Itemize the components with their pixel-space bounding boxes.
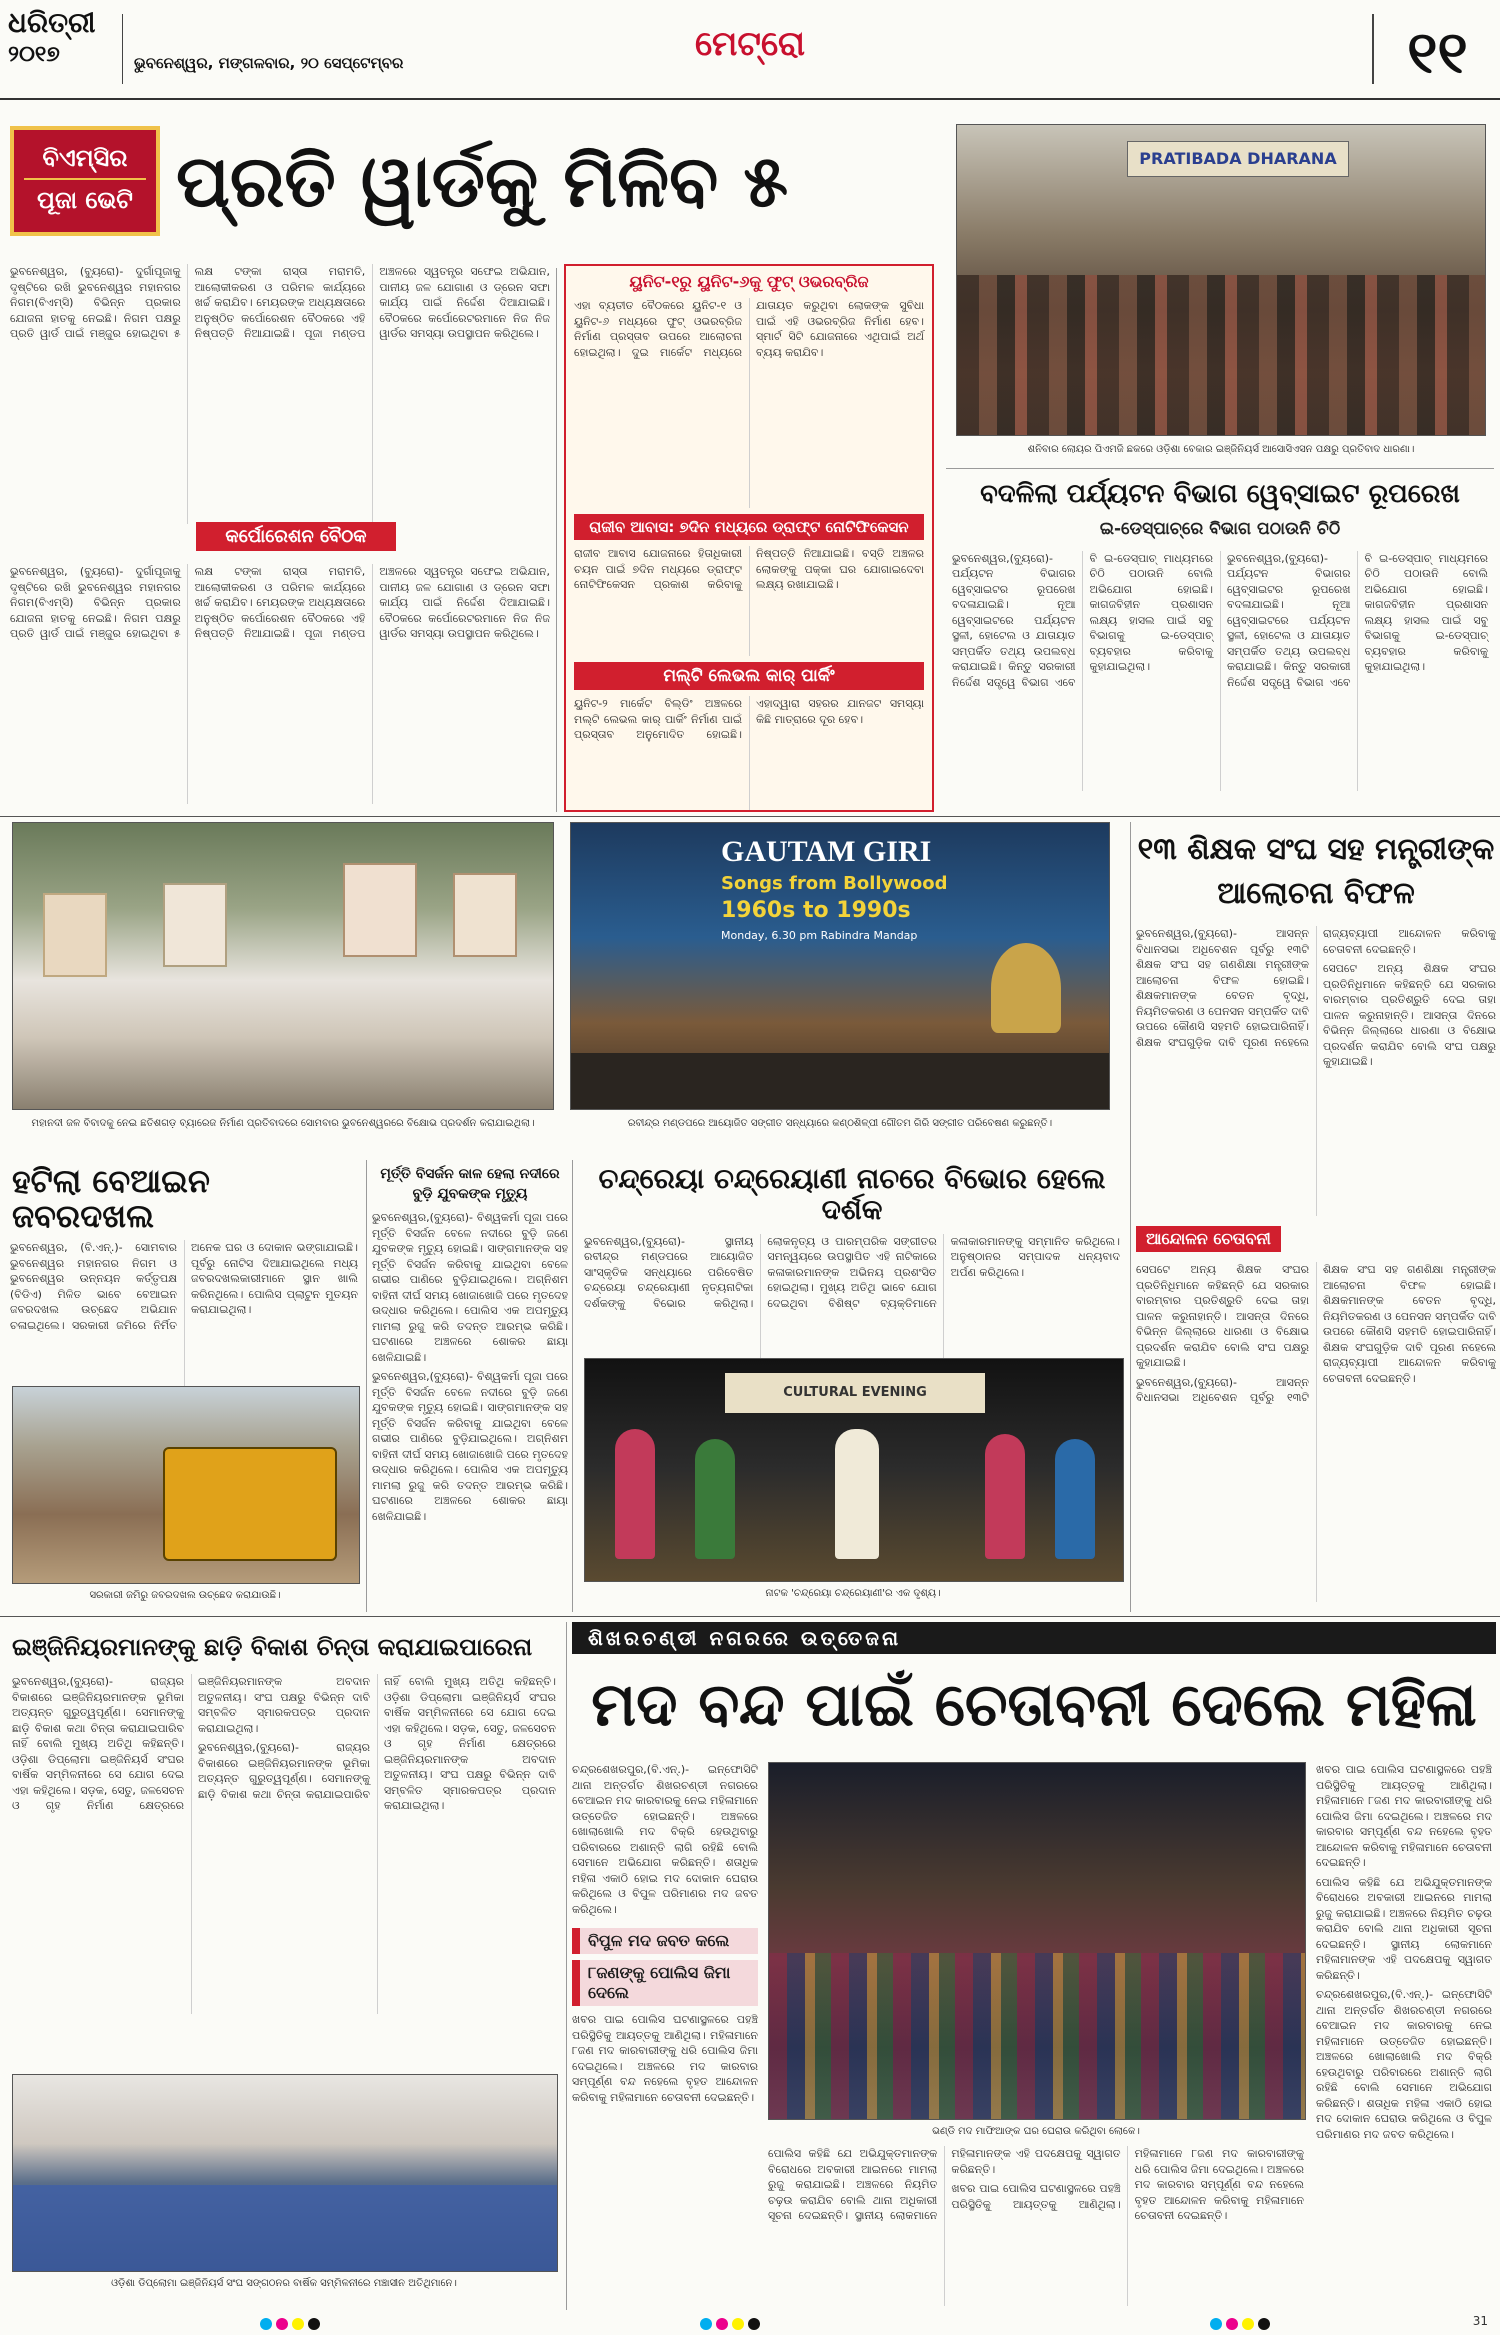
teachers-body-continued-2: ଭୁବନେଶ୍ୱର,(ବ୍ୟୁରୋ)- ଆସନ୍ନ ବିଧାନସଭା ଅଧିବେଶନ ପୂର୍ବରୁ ୧୩ଟି ଶିକ୍ଷକ ସଂଘ ସହ ଗଣଶିକ୍ଷା ମନ୍ତ୍ରୀଙ୍କ ଆଲୋଚନା ବିଫଳ ହୋଇଛି। ଶିକ୍ଷକମାନଙ୍କ ବେତନ ବୃଦ୍ଧି, ନିୟମିତକରଣ ଓ ପେନସନ ସମ୍ପର୍କିତ ଦାବି ଉପରେ କୌଣସି ସହମତି ହୋଇପାରିନାହିଁ। ଶିକ୍ଷକ ସଂଘଗୁଡ଼ିକ ଦାବି ପୂରଣ ନହେଲେ ରାଜ୍ୟବ୍ୟାପୀ ଆନ୍ଦୋଳନ କରିବାକୁ ଚେତାବନୀ ଦେଇଛନ୍ତି। [1136,1263,1496,1404]
registration-mark [292,2318,304,2330]
dance-story [578,1160,1126,1612]
drowning-body: ଭୁବନେଶ୍ୱର,(ବ୍ୟୁରୋ)- ବିଶ୍ୱକର୍ମା ପୂଜା ପରେ ମୂର୍ତ୍ତି ବିସର୍ଜନ ବେଳେ ନଦୀରେ ବୁଡ଼ି ଜଣେ ଯୁବକଙ୍କ ମୃତ୍ୟୁ ହୋଇଛି। ସାଙ୍ଗମାନଙ୍କ ସହ ମୂର୍ତ୍ତି ବିସର୍ଜନ କରିବାକୁ ଯାଇଥିବା ବେଳେ ଗଭୀର ପାଣିରେ ବୁଡ଼ିଯାଇଥିଲେ। ଅଗ୍ନିଶମ ବାହିନୀ ଦୀର୍ଘ ସମୟ ଖୋଜାଖୋଜି ପରେ ମୃତଦେହ ଉଦ୍ଧାର କରିଥିଲେ। ପୋଲିସ ଏକ ଅପମୃତ୍ୟୁ ମାମଲା ରୁଜୁ କରି ତଦନ୍ତ ଆରମ୍ଭ କରିଛି। ଘଟଣାରେ ଅଞ୍ଚଳରେ ଶୋକର ଛାୟା ଖେଳିଯାଇଛି। [372,1211,568,1364]
parking-subhead: ମଲ୍‌ଟି ଲେଭଲ କାର୍ ପାର୍କିଂ [574,662,924,690]
dance-body: ଭୁବନେଶ୍ୱର,(ବ୍ୟୁରୋ)- ସ୍ଥାନୀୟ ରବୀନ୍ଦ୍ର ମଣ୍ଡପରେ ଆୟୋଜିତ ସାଂସ୍କୃତିକ ସନ୍ଧ୍ୟାରେ ପରିବେଷିତ ଚନ୍ଦ୍ରେୟା ଚନ୍ଦ୍ରେୟାଣୀ ନୃତ୍ୟନାଟିକା ଦର୍ଶକଙ୍କୁ ବିଭୋର କରିଥିଲା। ଲୋକନୃତ୍ୟ ଓ ପାରମ୍ପରିକ ସଙ୍ଗୀତର ସମନ୍ୱୟରେ ଉପସ୍ଥାପିତ ଏହି ନାଟିକାରେ କଳାକାରମାନଙ୍କ ଅଭିନୟ ପ୍ରଶଂସିତ ହୋଇଥିଲା। ମୁଖ୍ୟ ଅତିଥି ଭାବେ ଯୋଗ ଦେଇଥିବା ବିଶିଷ୍ଟ ବ୍ୟକ୍ତିମାନେ କଳାକାରମାନଙ୍କୁ ସମ୍ମାନିତ କରିଥିଲେ। ଅନୁଷ୍ଠାନର ସମ୍ପାଦକ ଧନ୍ୟବାଦ ଅର୍ପଣ କରିଥିଲେ। [584,1234,1120,1310]
engineers-body: ଭୁବନେଶ୍ୱର,(ବ୍ୟୁରୋ)- ରାଜ୍ୟର ବିକାଶରେ ଇଞ୍ଜିନିୟରମାନଙ୍କ ଭୂମିକା ଅତ୍ୟନ୍ତ ଗୁରୁତ୍ୱପୂର୍ଣ୍ଣ। ସେମାନଙ୍କୁ ଛାଡ଼ି ବିକାଶ କଥା ଚିନ୍ତା କରାଯାଇପାରିବ ନାହିଁ ବୋଲି ମୁଖ୍ୟ ଅତିଥି କହିଛନ୍ତି। ଓଡ଼ିଶା ଡିପ୍ଲୋମା ଇଞ୍ଜିନିୟର୍ସ ସଂଘର ବାର୍ଷିକ ସମ୍ମିଳନୀରେ ସେ ଯୋଗ ଦେଇ ଏହା କହିଥିଲେ। ସଡ଼କ, ସେତୁ, ଜଳସେଚନ ଓ ଗୃହ ନିର୍ମାଣ କ୍ଷେତ୍ରରେ ଇଞ୍ଜିନିୟରମାନଙ୍କ ଅବଦାନ ଅତୁଳନୀୟ। ସଂଘ ପକ୍ଷରୁ ବିଭିନ୍ନ ଦାବି ସମ୍ବଳିତ ସ୍ମାରକପତ୍ର ପ୍ରଦାନ କରାଯାଇଥିଲା। [12,1675,370,1812]
drowning-story [372,1160,568,1612]
protest-photo [956,124,1486,436]
concert-banner-time: Monday, 6.30 pm Rabindra Mandap [721,929,918,942]
section-name: ମେଟ୍ରୋ [694,24,806,64]
registration-mark [1258,2318,1270,2330]
encroachment-headline: ହଟିଲା ବେଆଇନ ଜବରଦଖଲ [12,1162,210,1236]
concert-banner-songs: Songs from Bollywood [721,873,948,894]
parking-body: ୟୁନିଟ-୨ ମାର୍କେଟ ବିଲ୍ଡିଂ ଅଞ୍ଚଳରେ ମଲ୍‌ଟି ଲେଭଲ କାର୍ ପାର୍କିଂ ନିର୍ମାଣ ପାଇଁ ପ୍ରସ୍ତାବ ଅନୁମୋଦିତ ହୋଇଛି। ଏହାଦ୍ୱାରା ସହରର ଯାନଜଟ ସମସ୍ୟା କିଛି ମାତ୍ରାରେ ଦୂର ହେବ। [574,697,924,741]
registration-mark [716,2318,728,2330]
protest-portraits-block [6,822,562,1152]
year-label: ୨୦୧୭ [8,42,60,67]
teachers-headline: ୧୩ ଶିକ୍ଷକ ସଂଘ ସହ ମନ୍ତ୍ରୀଙ୍କ ଆଲୋଚନା ବିଫଳ [1137,832,1495,911]
liquor-kicker: ଶିଖରଚଣ୍ଡୀ ନଗରରେ ଉତ୍ତେଜନା [588,1626,902,1650]
liquor-bullet-1: ବିପୁଳ ମଦ ଜବତ କଲେ [572,1928,758,1954]
market-box [564,264,934,812]
engineers-story [6,1622,562,2310]
protest-banner-text: PRATIBADA DHARANA [1139,149,1337,168]
protest-banner [1127,141,1349,177]
tourism-subhead: ଇ-ଡେସ୍ପାଚ୍‌ରେ ବିଭାଗ ପଠାଉନି ଚିଠି [1099,518,1341,539]
liquor-crowd-photo [768,1762,1306,2120]
tourism-story [946,474,1494,812]
kicker-line-2: ପୂଜା ଭେଟି [37,186,133,214]
liquor-story [572,1622,1496,2310]
concert-block [566,822,1114,1152]
teachers-tag: ଆନ୍ଦୋଳନ ଚେତାବନୀ [1136,1226,1281,1252]
encroachment-story [6,1160,362,1612]
market-box-body: ଏହା ବ୍ୟତୀତ ବୈଠକରେ ୟୁନିଟ-୧ ଓ ୟୁନିଟ-୬ ମଧ୍ୟରେ ଫୁଟ୍ ଓଭରବ୍ରିଜ ନିର୍ମାଣ ପ୍ରସ୍ତାବ ଉପରେ ଆଲୋଚନା ହୋଇଥିଲା। ଦୁଇ ମାର୍କେଟ ମଧ୍ୟରେ ଯାତାୟତ କରୁଥିବା ଲୋକଙ୍କ ସୁବିଧା ପାଇଁ ଏହି ଓଭରବ୍ରିଜ ନିର୍ମାଣ ହେବ। ସ୍ମାର୍ଟ ସିଟି ଯୋଜନାରେ ଏଥିପାଇଁ ଅର୍ଥ ବ୍ୟୟ କରାଯିବ। [574,299,924,359]
liquor-body-right-2: ପୋଲିସ କହିଛି ଯେ ଅଭିଯୁକ୍ତମାନଙ୍କ ବିରୋଧରେ ଅବକାରୀ ଆଇନରେ ମାମଲା ରୁଜୁ କରାଯାଇଛି। ଅଞ୍ଚଳରେ ନିୟମିତ ଚଢ଼ଉ କରାଯିବ ବୋଲି ଥାନା ଅଧିକାରୀ ସୂଚନା ଦେଇଛନ୍ତି। ସ୍ଥାନୀୟ ଲୋକମାନେ ମହିଳାମାନଙ୍କ ଏହି ପଦକ୍ଷେପକୁ ସ୍ୱାଗତ କରିଛନ୍ତି। [1316,1875,1492,1982]
encroachment-caption: ସରକାରୀ ଜମିରୁ ଜବରଦଖଲ ଉଚ୍ଛେଦ କରାଯାଉଛି। [89,1590,281,1601]
demolition-photo [12,1386,360,1584]
liquor-body-bottom-2: ଖବର ପାଇ ପୋଲିସ ଘଟଣାସ୍ଥଳରେ ପହଞ୍ଚି ପରିସ୍ଥିତିକୁ ଆୟତ୍ତକୁ ଆଣିଥିଲା। ମହିଳାମାନେ ୮ଜଣ ମଦ କାରବାରୀଙ୍କୁ ଧରି ପୋଲିସ ଜିମା ଦେଇଥିଲେ। ଅଞ୍ଚଳରେ ମଦ କାରବାର ସମ୍ପୂର୍ଣ୍ଣ ବନ୍ଦ ନହେଲେ ବୃହତ ଆନ୍ଦୋଳନ କରିବାକୁ ମହିଳାମାନେ ଚେତାବନୀ ଦେଇଛନ୍ତି। [951,2147,1304,2222]
lead-body [10,264,550,524]
lead-body-text: ଭୁବନେଶ୍ୱର, (ବ୍ୟୁରୋ)- ଦୁର୍ଗାପୂଜାକୁ ଦୃଷ୍ଟିରେ ରଖି ଭୁବନେଶ୍ୱର ମହାନଗର ନିଗମ(ବିଏମ୍‌ସି) ବିଭିନ୍ନ ପ୍ରକାର ଯୋଜନା ହାତକୁ ନେଇଛି। ନିଗମ ପକ୍ଷରୁ ପ୍ରତି ୱାର୍ଡ ପାଇଁ ମଞ୍ଜୁର ହୋଇଥିବା ୫ ଲକ୍ଷ ଟଙ୍କା ରାସ୍ତା ମରାମତି, ଆଲୋକୀକରଣ ଓ ପରିମଳ କାର୍ଯ୍ୟରେ ଖର୍ଚ୍ଚ କରାଯିବ। ମେୟରଙ୍କ ଅଧ୍ୟକ୍ଷତାରେ ଅନୁଷ୍ଠିତ କର୍ପୋରେଶନ ବୈଠକରେ ଏହି ନିଷ୍ପତ୍ତି ନିଆଯାଇଛି। ପୂଜା ମଣ୍ଡପ ଅଞ୍ଚଳରେ ସ୍ୱତନ୍ତ୍ର ସଫେଇ ଅଭିଯାନ, ପାନୀୟ ଜଳ ଯୋଗାଣ ଓ ଡ୍ରେନ ସଫା କାର୍ଯ୍ୟ ପାଇଁ ନିର୍ଦ୍ଦେଶ ଦିଆଯାଇଛି। ବୈଠକରେ କର୍ପୋରେଟରମାନେ ନିଜ ନିଜ ୱାର୍ଡର ସମସ୍ୟା ଉପସ୍ଥାପନ କରିଥିଲେ। [10,265,550,340]
registration-mark [1242,2318,1254,2330]
portraits-photo [12,822,554,1110]
registration-mark [276,2318,288,2330]
liquor-body: ଚନ୍ଦ୍ରଶେଖରପୁର,(ବି.ଏନ୍‌.)- ଇନ୍‌ଫୋସିଟି ଥାନା ଅନ୍ତର୍ଗତ ଶିଖରଚଣ୍ଡୀ ନଗରରେ ବେଆଇନ ମଦ କାରବାରକୁ ନେଇ ମହିଳାମାନେ ଉତ୍ତେଜିତ ହୋଇଛନ୍ତି। ଅଞ୍ଚଳରେ ଖୋଲାଖୋଲି ମଦ ବିକ୍ରି ହେଉଥିବାରୁ ପରିବାରରେ ଅଶାନ୍ତି ଲାଗି ରହିଛି ବୋଲି ସେମାନେ ଅଭିଯୋଗ କରିଛନ୍ତି। ଶତାଧିକ ମହିଳା ଏକାଠି ହୋଇ ମଦ ଦୋକାନ ଘେରାଉ କରିଥିଲେ ଓ ବିପୁଳ ପରିମାଣର ମଦ ଜବତ କରିଥିଲେ। [572,1763,758,1916]
portraits-caption: ମହାନଦୀ ଜଳ ବିବାଦକୁ ନେଇ ଛତିଶଗଡ଼ ବ୍ୟାରେଜ ନିର୍ମାଣ ପ୍ରତିବାଦରେ ସୋମବାର ଭୁବନେଶ୍ୱରରେ ବିକ୍ଷୋଭ ପ୍ରଦର୍ଶନ କରାଯାଇଥିଲା। [31,1118,535,1129]
dance-stage-banner [725,1373,985,1413]
liquor-headline: ମଦ ବନ୍ଦ ପାଇଁ ଚେତାବନୀ ଦେଲେ ମହିଳା [591,1670,1477,1740]
registration-mark [1226,2318,1238,2330]
tourism-body-2: ଭୁବନେଶ୍ୱର,(ବ୍ୟୁରୋ)- ପର୍ଯ୍ୟଟନ ବିଭାଗର ୱେବ୍‌ସାଇଟର ରୂପରେଖ ବଦଳାଯାଇଛି। ନୂଆ ୱେବ୍‌ସାଇଟରେ ପର୍ଯ୍ୟଟନ ସ୍ଥଳୀ, ହୋଟେଲ ଓ ଯାତାୟାତ ସମ୍ପର୍କିତ ତଥ୍ୟ ଉପଲବ୍ଧ କରାଯାଇଛି। କିନ୍ତୁ ସରକାରୀ ନିର୍ଦ୍ଦେଶ ସତ୍ତ୍ୱେ ବିଭାଗ ଏବେ ବି ଇ-ଡେସ୍ପାଚ୍ ମାଧ୍ୟମରେ ଚିଠି ପଠାଉନି ବୋଲି ଅଭିଯୋଗ ହୋଇଛି। କାଗଜବିହୀନ ପ୍ରଶାସନ ଲକ୍ଷ୍ୟ ହାସଲ ପାଇଁ ସବୁ ବିଭାଗକୁ ଇ-ଡେସ୍ପାଚ୍ ବ୍ୟବହାର କରିବାକୁ କୁହାଯାଇଥିଲା। [1227,551,1488,689]
logo-text: ଧରିତ୍ରୀ [8,6,96,39]
newspaper-logo [8,6,118,86]
liquor-bullet-2: ୮ଜଣଙ୍କୁ ପୋଲିସ ଜିମା ଦେଲେ [572,1960,758,2006]
footer-page-number: 31 [1472,2314,1488,2328]
tourism-headline: ବଦଳିଲା ପର୍ଯ୍ୟଟନ ବିଭାଗ ୱେବ୍‌ସାଇଟ ରୂପରେଖ [980,479,1460,509]
liquor-body-left: ଖବର ପାଇ ପୋଲିସ ଘଟଣାସ୍ଥଳରେ ପହଞ୍ଚି ପରିସ୍ଥିତିକୁ ଆୟତ୍ତକୁ ଆଣିଥିଲା। ମହିଳାମାନେ ୮ଜଣ ମଦ କାରବାରୀଙ୍କୁ ଧରି ପୋଲିସ ଜିମା ଦେଇଥିଲେ। ଅଞ୍ଚଳରେ ମଦ କାରବାର ସମ୍ପୂର୍ଣ୍ଣ ବନ୍ଦ ନହେଲେ ବୃହତ ଆନ୍ଦୋଳନ କରିବାକୁ ମହିଳାମାନେ ଚେତାବନୀ ଦେଇଛନ୍ତି। [572,2013,758,2104]
masthead [0,0,1500,100]
rajiv-awas-subhead: ରାଜୀବ ଆବାସ: ୭ଦିନ ମଧ୍ୟରେ ଡ୍ରାଫ୍ଟ ନୋଟିଫିକେସନ [574,514,924,540]
teachers-story [1136,822,1496,1612]
liquor-caption: ଭଣ୍ଡି ମଦ ମାଫିଆଙ୍କ ଘର ଘେରାଉ କରିଥିବା ଲୋକେ। [932,2126,1140,2137]
engineers-headline: ଇଞ୍ଜିନିୟରମାନଙ୍କୁ ଛାଡ଼ି ବିକାଶ ଚିନ୍ତା କରାଯାଇପାରେନା [12,1633,533,1661]
lead-headline: ପ୍ରତି ୱାର୍ଡକୁ ମିଳିବ ୫ [176,139,789,223]
engineers-caption: ଓଡ଼ିଶା ଡିପ୍ଲୋମା ଇଞ୍ଜିନିୟର୍ସ ସଂଘ ସଙ୍ଗଠନର ବାର୍ଷିକ ସମ୍ମିଳନୀରେ ମଞ୍ଚାସୀନ ଅତିଥିମାନେ। [111,2278,457,2289]
dance-headline: ଚନ୍ଦ୍ରେୟା ଚନ୍ଦ୍ରେୟାଣୀ ନାଚରେ ବିଭୋର ହେଲେ ଦର୍ଶକ [598,1162,1106,1226]
registration-mark [700,2318,712,2330]
registration-mark [748,2318,760,2330]
concert-banner-name: GAUTAM GIRI [721,835,932,868]
teachers-body-more: ସେପଟେ ଅନ୍ୟ ଶିକ୍ଷକ ସଂଘର ପ୍ରତିନିଧିମାନେ କହିଛନ୍ତି ଯେ ସରକାର ବାରମ୍ବାର ପ୍ରତିଶ୍ରୁତି ଦେଇ ତାହା ପାଳନ କରୁନାହାନ୍ତି। ଆସନ୍ତା ଦିନରେ ବିଭିନ୍ନ ଜିଲ୍ଲାରେ ଧାରଣା ଓ ବିକ୍ଷୋଭ ପ୍ରଦର୍ଶନ କରାଯିବ ବୋଲି ସଂଘ ପକ୍ଷରୁ କୁହାଯାଇଛି। [1323,962,1496,1068]
teachers-body-continued: ସେପଟେ ଅନ୍ୟ ଶିକ୍ଷକ ସଂଘର ପ୍ରତିନିଧିମାନେ କହିଛନ୍ତି ଯେ ସରକାର ବାରମ୍ବାର ପ୍ରତିଶ୍ରୁତି ଦେଇ ତାହା ପାଳନ କରୁନାହାନ୍ତି। ଆସନ୍ତା ଦିନରେ ବିଭିନ୍ନ ଜିଲ୍ଲାରେ ଧାରଣା ଓ ବିକ୍ଷୋଭ ପ୍ରଦର୍ଶନ କରାଯିବ ବୋଲି ସଂଘ ପକ୍ଷରୁ କୁହାଯାଇଛି। [1136,1263,1309,1369]
dance-banner-text: CULTURAL EVENING [783,1385,927,1400]
drowning-body-2: ଭୁବନେଶ୍ୱର,(ବ୍ୟୁରୋ)- ବିଶ୍ୱକର୍ମା ପୂଜା ପରେ ମୂର୍ତ୍ତି ବିସର୍ଜନ ବେଳେ ନଦୀରେ ବୁଡ଼ି ଜଣେ ଯୁବକଙ୍କ ମୃତ୍ୟୁ ହୋଇଛି। ସାଙ୍ଗମାନଙ୍କ ସହ ମୂର୍ତ୍ତି ବିସର୍ଜନ କରିବାକୁ ଯାଇଥିବା ବେଳେ ଗଭୀର ପାଣିରେ ବୁଡ଼ିଯାଇଥିଲେ। ଅଗ୍ନିଶମ ବାହିନୀ ଦୀର୍ଘ ସମୟ ଖୋଜାଖୋଜି ପରେ ମୃତଦେହ ଉଦ୍ଧାର କରିଥିଲେ। ପୋଲିସ ଏକ ଅପମୃତ୍ୟୁ ମାମଲା ରୁଜୁ କରି ତଦନ୍ତ ଆରମ୍ଭ କରିଛି। ଘଟଣାରେ ଅଞ୍ଚଳରେ ଶୋକର ଛାୟା ଖେଳିଯାଇଛି। [372,1370,568,1523]
registration-mark [732,2318,744,2330]
concert-caption: ରବୀନ୍ଦ୍ର ମଣ୍ଡପରେ ଆୟୋଜିତ ସଙ୍ଗୀତ ସନ୍ଧ୍ୟାରେ କଣ୍ଠଶିଳ୍ପୀ ଗୌତମ ଗିରି ସଙ୍ଗୀତ ପରିବେଷଣ କରୁଛନ୍ତି। [627,1118,1053,1129]
protest-caption: ଶନିବାର ଲୋୟର ପିଏମଜି ଛକରେ ଓଡ଼ିଶା ବେକାର ଇଞ୍ଜିନିୟର୍ସ ଆସୋସିଏସନ ପକ୍ଷରୁ ପ୍ରତିବାଦ ଧାରଣା। [1027,444,1415,455]
tourism-body: ଭୁବନେଶ୍ୱର,(ବ୍ୟୁରୋ)- ପର୍ଯ୍ୟଟନ ବିଭାଗର ୱେବ୍‌ସାଇଟର ରୂପରେଖ ବଦଳାଯାଇଛି। ନୂଆ ୱେବ୍‌ସାଇଟରେ ପର୍ଯ୍ୟଟନ ସ୍ଥଳୀ, ହୋଟେଲ ଓ ଯାତାୟାତ ସମ୍ପର୍କିତ ତଥ୍ୟ ଉପଲବ୍ଧ କରାଯାଇଛି। କିନ୍ତୁ ସରକାରୀ ନିର୍ଦ୍ଦେଶ ସତ୍ତ୍ୱେ ବିଭାଗ ଏବେ ବି ଇ-ଡେସ୍ପାଚ୍ ମାଧ୍ୟମରେ ଚିଠି ପଠାଉନି ବୋଲି ଅଭିଯୋଗ ହୋଇଛି। କାଗଜବିହୀନ ପ୍ରଶାସନ ଲକ୍ଷ୍ୟ ହାସଲ ପାଇଁ ସବୁ ବିଭାଗକୁ ଇ-ଡେସ୍ପାଚ୍ ବ୍ୟବହାର କରିବାକୁ କୁହାଯାଇଥିଲା। [952,551,1213,689]
kicker-line-1: ବିଏମ୍‌ସିର [42,144,128,172]
lead-body-continued [10,564,550,804]
market-box-title: ୟୁନିଟ-୧ରୁ ୟୁନିଟ-୬କୁ ଫୁଟ୍ ଓଭରବ୍ରିଜ [629,272,869,291]
page-number: ୧୧ [1407,18,1468,86]
lead-subhead-box [196,522,396,554]
lead-kicker-box [10,126,160,236]
teachers-body: ଭୁବନେଶ୍ୱର,(ବ୍ୟୁରୋ)- ଆସନ୍ନ ବିଧାନସଭା ଅଧିବେଶନ ପୂର୍ବରୁ ୧୩ଟି ଶିକ୍ଷକ ସଂଘ ସହ ଗଣଶିକ୍ଷା ମନ୍ତ୍ରୀଙ୍କ ଆଲୋଚନା ବିଫଳ ହୋଇଛି। ଶିକ୍ଷକମାନଙ୍କ ବେତନ ବୃଦ୍ଧି, ନିୟମିତକରଣ ଓ ପେନସନ ସମ୍ପର୍କିତ ଦାବି ଉପରେ କୌଣସି ସହମତି ହୋଇପାରିନାହିଁ। ଶିକ୍ଷକ ସଂଘଗୁଡ଼ିକ ଦାବି ପୂରଣ ନହେଲେ ରାଜ୍ୟବ୍ୟାପୀ ଆନ୍ଦୋଳନ କରିବାକୁ ଚେତାବନୀ ଦେଇଛନ୍ତି। [1136,927,1496,1049]
lead-subhead: କର୍ପୋରେଶନ ବୈଠକ [196,522,396,551]
concert-photo [570,822,1110,1110]
engineers-photo [12,2074,558,2272]
engineers-body-2: ଭୁବନେଶ୍ୱର,(ବ୍ୟୁରୋ)- ରାଜ୍ୟର ବିକାଶରେ ଇଞ୍ଜିନିୟରମାନଙ୍କ ଭୂମିକା ଅତ୍ୟନ୍ତ ଗୁରୁତ୍ୱପୂର୍ଣ୍ଣ। ସେମାନଙ୍କୁ ଛାଡ଼ି ବିକାଶ କଥା ଚିନ୍ତା କରାଯାଇପାରିବ ନାହିଁ ବୋଲି ମୁଖ୍ୟ ଅତିଥି କହିଛନ୍ତି। ଓଡ଼ିଶା ଡିପ୍ଲୋମା ଇଞ୍ଜିନିୟର୍ସ ସଂଘର ବାର୍ଷିକ ସମ୍ମିଳନୀରେ ସେ ଯୋଗ ଦେଇ ଏହା କହିଥିଲେ। ସଡ଼କ, ସେତୁ, ଜଳସେଚନ ଓ ଗୃହ ନିର୍ମାଣ କ୍ଷେତ୍ରରେ ଇଞ୍ଜିନିୟରମାନଙ୍କ ଅବଦାନ ଅତୁଳନୀୟ। ସଂଘ ପକ୍ଷରୁ ବିଭିନ୍ନ ଦାବି ସମ୍ବଳିତ ସ୍ମାରକପତ୍ର ପ୍ରଦାନ କରାଯାଇଥିଲା। [198,1675,556,1812]
dance-caption: ନାଟକ 'ଚନ୍ଦ୍ରେୟା ଚନ୍ଦ୍ରେୟାଣୀ'ର ଏକ ଦୃଶ୍ୟ। [765,1588,941,1599]
encroachment-body: ଭୁବନେଶ୍ୱର, (ବି.ଏନ୍‌.)- ସୋମବାର ଭୁବନେଶ୍ୱର ମହାନଗର ନିଗମ ଓ ଭୁବନେଶ୍ୱର ଉନ୍ନୟନ କର୍ତ୍ତୃପକ୍ଷ (ବିଡିଏ) ମିଳିତ ଭାବେ ବେଆଇନ ଜବରଦଖଲ ଉଚ୍ଛେଦ ଅଭିଯାନ ଚଳାଇଥିଲେ। ସରକାରୀ ଜମିରେ ନିର୍ମିତ ଅନେକ ଘର ଓ ଦୋକାନ ଭଙ୍ଗାଯାଇଛି। ପୂର୍ବରୁ ନୋଟିସ ଦିଆଯାଇଥିଲେ ମଧ୍ୟ ଜବରଦଖଲକାରୀମାନେ ସ୍ଥାନ ଖାଲି କରିନଥିଲେ। ପୋଲିସ ପ୍ଲାଟୁନ ମୁତୟନ କରାଯାଇଥିଲା। [10,1241,358,1332]
liquor-kicker-band [572,1622,1496,1654]
lead-body-text-2: ଭୁବନେଶ୍ୱର, (ବ୍ୟୁରୋ)- ଦୁର୍ଗାପୂଜାକୁ ଦୃଷ୍ଟିରେ ରଖି ଭୁବନେଶ୍ୱର ମହାନଗର ନିଗମ(ବିଏମ୍‌ସି) ବିଭିନ୍ନ ପ୍ରକାର ଯୋଜନା ହାତକୁ ନେଇଛି। ନିଗମ ପକ୍ଷରୁ ପ୍ରତି ୱାର୍ଡ ପାଇଁ ମଞ୍ଜୁର ହୋଇଥିବା ୫ ଲକ୍ଷ ଟଙ୍କା ରାସ୍ତା ମରାମତି, ଆଲୋକୀକରଣ ଓ ପରିମଳ କାର୍ଯ୍ୟରେ ଖର୍ଚ୍ଚ କରାଯିବ। ମେୟରଙ୍କ ଅଧ୍ୟକ୍ଷତାରେ ଅନୁଷ୍ଠିତ କର୍ପୋରେଶନ ବୈଠକରେ ଏହି ନିଷ୍ପତ୍ତି ନିଆଯାଇଛି। ପୂଜା ମଣ୍ଡପ ଅଞ୍ଚଳରେ ସ୍ୱତନ୍ତ୍ର ସଫେଇ ଅଭିଯାନ, ପାନୀୟ ଜଳ ଯୋଗାଣ ଓ ଡ୍ରେନ ସଫା କାର୍ଯ୍ୟ ପାଇଁ ନିର୍ଦ୍ଦେଶ ଦିଆଯାଇଛି। ବୈଠକରେ କର୍ପୋରେଟରମାନେ ନିଜ ନିଜ ୱାର୍ଡର ସମସ୍ୟା ଉପସ୍ଥାପନ କରିଥିଲେ। [10,565,550,640]
concert-banner-years: 1960s to 1990s [721,898,911,923]
registration-mark [308,2318,320,2330]
dateline: ଭୁବନେଶ୍ୱର, ମଙ୍ଗଳବାର, ୨୦ ସେପ୍ଟେମ୍ବର [134,54,404,72]
dance-photo [584,1358,1124,1582]
rajiv-awas-body: ରାଜୀବ ଆବାସ ଯୋଜନାରେ ହିତାଧିକାରୀ ଚୟନ ପାଇଁ ୭ଦିନ ମଧ୍ୟରେ ଡ୍ରାଫ୍ଟ ନୋଟିଫିକେସନ ପ୍ରକାଶ କରିବାକୁ ନିଷ୍ପତ୍ତି ନିଆଯାଇଛି। ବସ୍ତି ଅଞ୍ଚଳର ଲୋକଙ୍କୁ ପକ୍କା ଘର ଯୋଗାଇଦେବା ଲକ୍ଷ୍ୟ ରଖାଯାଇଛି। [574,547,924,591]
registration-mark [1210,2318,1222,2330]
liquor-body-right: ଖବର ପାଇ ପୋଲିସ ଘଟଣାସ୍ଥଳରେ ପହଞ୍ଚି ପରିସ୍ଥିତିକୁ ଆୟତ୍ତକୁ ଆଣିଥିଲା। ମହିଳାମାନେ ୮ଜଣ ମଦ କାରବାରୀଙ୍କୁ ଧରି ପୋଲିସ ଜିମା ଦେଇଥିଲେ। ଅଞ୍ଚଳରେ ମଦ କାରବାର ସମ୍ପୂର୍ଣ୍ଣ ବନ୍ଦ ନହେଲେ ବୃହତ ଆନ୍ଦୋଳନ କରିବାକୁ ମହିଳାମାନେ ଚେତାବନୀ ଦେଇଛନ୍ତି। [1316,1763,1492,1869]
drowning-headline: ମୂର୍ତ୍ତି ବିସର୍ଜନ କାଳ ହେଲା ନଦୀରେ ବୁଡ଼ି ଯୁବକଙ୍କ ମୃତ୍ୟୁ [380,1166,560,1202]
liquor-body-bottom: ପୋଲିସ କହିଛି ଯେ ଅଭିଯୁକ୍ତମାନଙ୍କ ବିରୋଧରେ ଅବକାରୀ ଆଇନରେ ମାମଲା ରୁଜୁ କରାଯାଇଛି। ଅଞ୍ଚଳରେ ନିୟମିତ ଚଢ଼ଉ କରାଯିବ ବୋଲି ଥାନା ଅଧିକାରୀ ସୂଚନା ଦେଇଛନ୍ତି। ସ୍ଥାନୀୟ ଲୋକମାନେ ମହିଳାମାନଙ୍କ ଏହି ପଦକ୍ଷେପକୁ ସ୍ୱାଗତ କରିଛନ୍ତି। [768,2147,1121,2222]
liquor-body-right-3: ଚନ୍ଦ୍ରଶେଖରପୁର,(ବି.ଏନ୍‌.)- ଇନ୍‌ଫୋସିଟି ଥାନା ଅନ୍ତର୍ଗତ ଶିଖରଚଣ୍ଡୀ ନଗରରେ ବେଆଇନ ମଦ କାରବାରକୁ ନେଇ ମହିଳାମାନେ ଉତ୍ତେଜିତ ହୋଇଛନ୍ତି। ଅଞ୍ଚଳରେ ଖୋଲାଖୋଲି ମଦ ବିକ୍ରି ହେଉଥିବାରୁ ପରିବାରରେ ଅଶାନ୍ତି ଲାଗି ରହିଛି ବୋଲି ସେମାନେ ଅଭିଯୋଗ କରିଛନ୍ତି। ଶତାଧିକ ମହିଳା ଏକାଠି ହୋଇ ମଦ ଦୋକାନ ଘେରାଉ କରିଥିଲେ ଓ ବିପୁଳ ପରିମାଣର ମଦ ଜବତ କରିଥିଲେ। [1316,1988,1492,2141]
registration-mark [260,2318,272,2330]
footer [0,2312,1500,2335]
protest-photo-block [946,118,1494,464]
